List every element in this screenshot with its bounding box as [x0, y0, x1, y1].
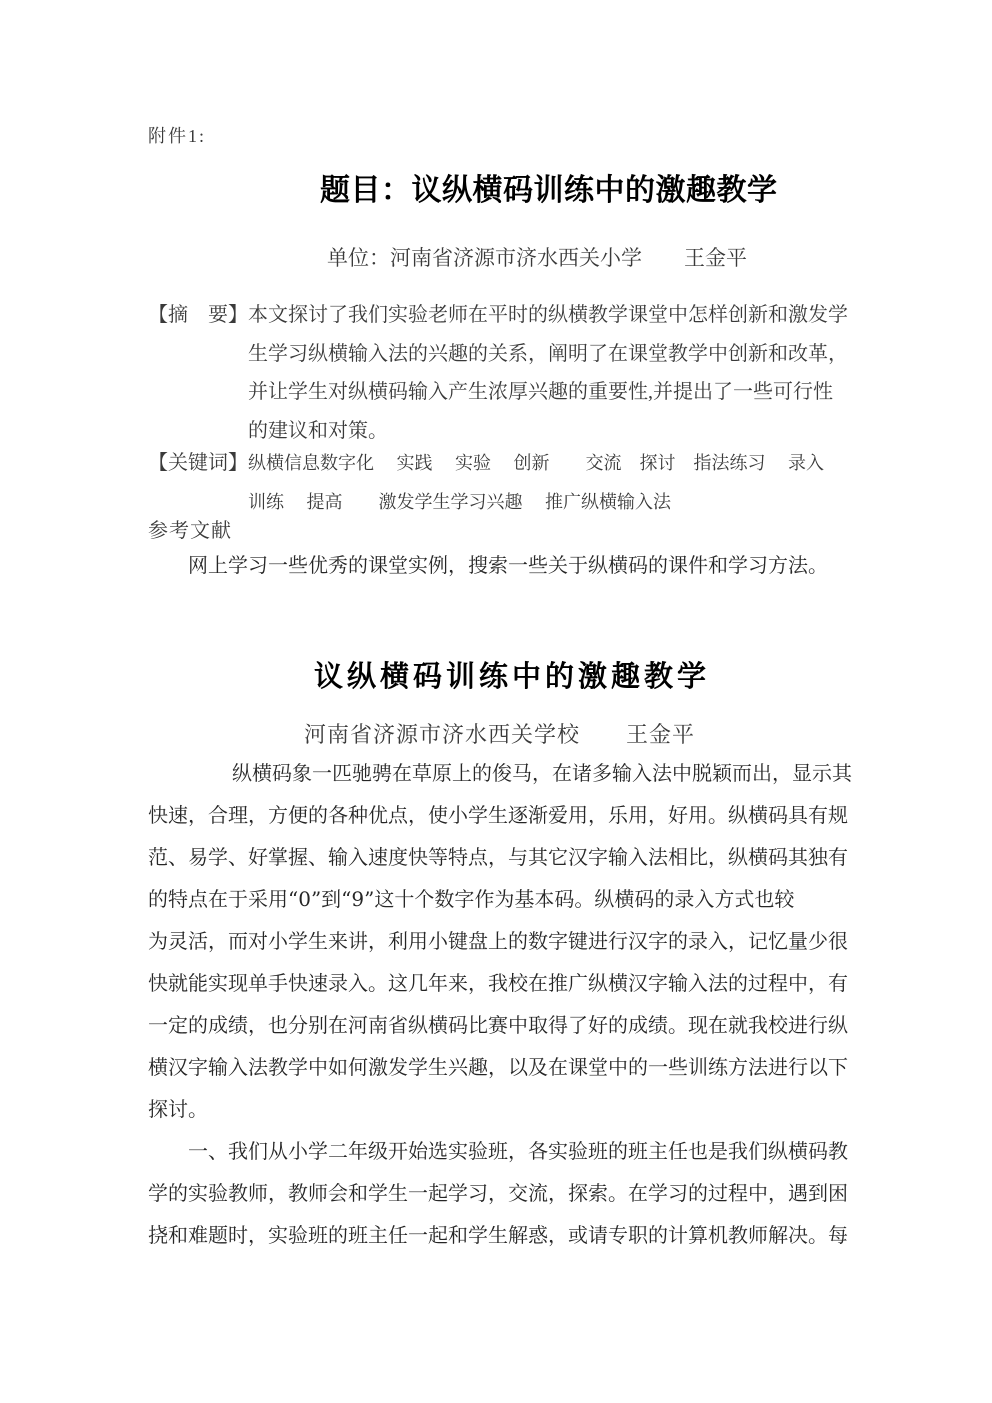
- body-line: 横汉字输入法教学中如何激发学生兴趣，以及在课堂中的一些训练方法进行以下: [148, 1055, 848, 1079]
- body-line: 纵横码象一匹驰骋在草原上的俊马，在诸多输入法中脱颖而出，显示其: [232, 761, 852, 785]
- body-line: 一、我们从小学二年级开始选实验班，各实验班的班主任也是我们纵横码教: [188, 1139, 848, 1163]
- keywords-line: [148, 444, 868, 483]
- body-line: 快速，合理，方便的各种优点，使小学生逐渐爱用，乐用，好用。纵横码具有规: [148, 803, 848, 827]
- unit-author-line: 单位：河南省济源市济水西关小学 王金平: [327, 246, 747, 270]
- article-body: [148, 752, 854, 1256]
- abstract-line: 并让学生对纵横码输入产生浓厚兴趣的重要性,并提出了一些可行性: [248, 381, 833, 403]
- references-entry: 网上学习一些优秀的课堂实例，搜索一些关于纵横码的课件和学习方法。: [188, 553, 828, 577]
- article-byline: 河南省济源市济水西关学校 王金平: [304, 722, 696, 747]
- body-line: 探讨。: [148, 1097, 208, 1121]
- abstract-label: 【摘 要】: [148, 304, 248, 326]
- abstract-section: [148, 296, 854, 450]
- abstract-text: 本文探讨了我们实验老师在平时的纵横教学课堂中怎样创新和激发学: [248, 304, 848, 326]
- references-heading: 参考文献: [148, 520, 232, 542]
- keywords-text: 纵横信息数字化 实践 实验 创新 交流 探讨 指法练习 录入: [248, 453, 824, 473]
- body-line: 为灵活，而对小学生来讲，利用小键盘上的数字键进行汉字的录入，记忆量少很: [148, 929, 848, 953]
- keywords-section: [148, 444, 868, 522]
- body-line: 快就能实现单手快速录入。这几年来，我校在推广纵横汉字输入法的过程中，有: [148, 971, 848, 995]
- body-line: 学的实验教师，教师会和学生一起学习，交流，探索。在学习的过程中，遇到困: [148, 1181, 848, 1205]
- abstract-line: [148, 296, 854, 335]
- body-line: 范、易学、好掌握、输入速度快等特点，与其它汉字输入法相比，纵横码其独有: [148, 845, 848, 869]
- keywords-label: 【关键词】: [148, 452, 248, 474]
- abstract-line: 的建议和对策。: [248, 419, 388, 442]
- body-line: 一定的成绩，也分别在河南省纵横码比赛中取得了好的成绩。现在就我校进行纵: [148, 1013, 848, 1037]
- abstract-line: 生学习纵横输入法的兴趣的关系，阐明了在课堂教学中创新和改革，: [248, 342, 848, 365]
- attachment-label: 附件1:: [148, 126, 207, 146]
- article-title: 议纵横码训练中的激趣教学: [314, 659, 711, 693]
- document-title: 题目：议纵横码训练中的激趣教学: [320, 173, 778, 208]
- body-line: 的特点在于采用“0”到“9”这十个数字作为基本码。纵横码的录入方式也较: [148, 887, 795, 911]
- keywords-line: 训练 提高 激发学生学习兴趣 推广纵横输入法: [248, 492, 671, 512]
- body-line: 挠和难题时，实验班的班主任一起和学生解惑，或请专职的计算机教师解决。每: [148, 1223, 848, 1247]
